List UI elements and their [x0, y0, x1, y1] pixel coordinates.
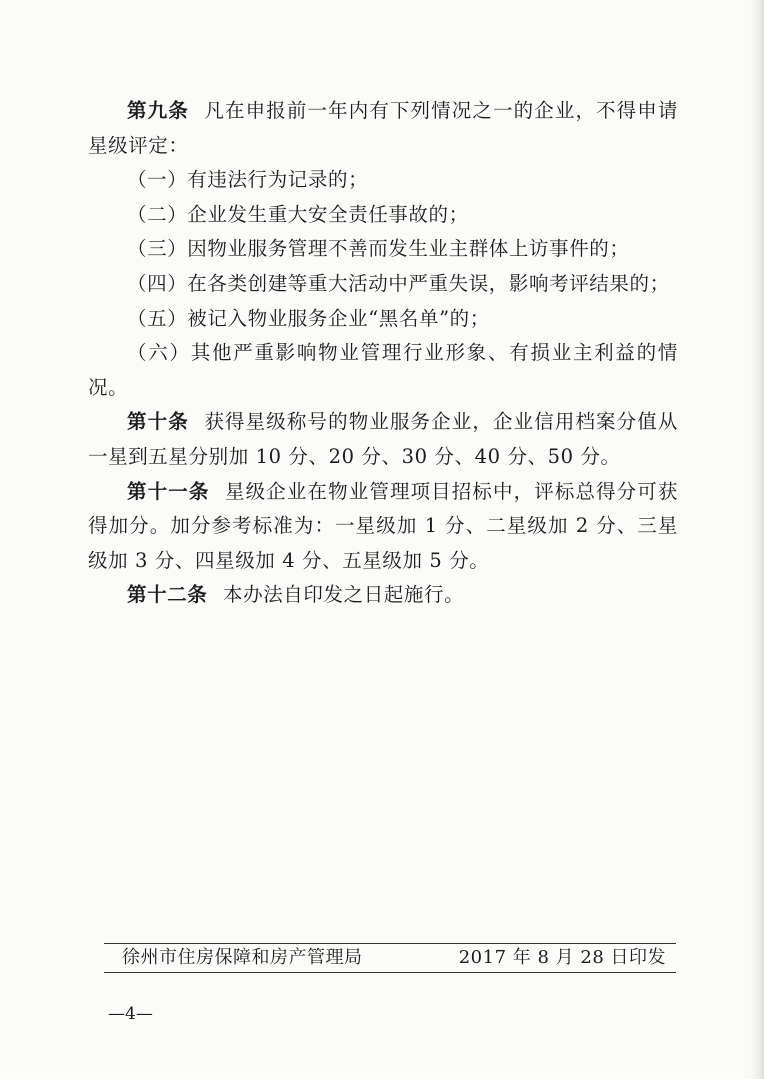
- document-body: [88, 94, 678, 613]
- paragraph-article-12: [88, 578, 678, 613]
- footer-top-rule: [104, 943, 676, 944]
- paragraph-item-5: [88, 302, 678, 337]
- article-heading: 第十条: [127, 410, 189, 434]
- article-heading: 第十二条: [127, 583, 208, 607]
- paragraph-article-9: [88, 94, 678, 163]
- article-heading: 第九条: [127, 99, 189, 122]
- paragraph-text: （二）企业发生重大安全责任事故的；: [127, 202, 469, 226]
- paragraph-text: （六）其他严重影响物业管理行业形象、有损业主利益的情况。: [88, 341, 678, 399]
- paragraph-text: （四）在各类创建等重大活动中严重失误，影响考评结果的；: [127, 271, 670, 295]
- paragraph-text: 星级企业在物业管理项目招标中，评标总得分可获得加分。加分参考标准为：一星级加 1 分、二星级加 2 分、三星级加 3 分、四星级加 4 分、五星级加 5 分。: [88, 479, 678, 572]
- paragraph-text: （五）被记入物业服务企业“黑名单”的；: [127, 306, 490, 330]
- paragraph-text: （三）因物业服务管理不善而发生业主群体上访事件的；: [127, 237, 630, 261]
- paragraph-item-3: [88, 232, 678, 267]
- paragraph-item-2: [88, 198, 678, 233]
- paragraph-item-6: [88, 336, 678, 405]
- page-number: —4—: [108, 1004, 153, 1024]
- paragraph-text: 本办法自印发之日起施行。: [223, 583, 465, 607]
- paragraph-article-10: [88, 405, 678, 474]
- paragraph-text: 凡在申报前一年内有下列情况之一的企业，不得申请星级评定：: [88, 99, 678, 157]
- paragraph-item-1: [88, 163, 678, 198]
- paragraph-item-4: [88, 267, 678, 302]
- footer-issue-date: 2017 年 8 月 28 日印发: [458, 947, 666, 968]
- paragraph-article-11: [88, 475, 678, 579]
- article-heading: 第十一条: [127, 479, 210, 503]
- scan-edge-shadow: [750, 0, 764, 1079]
- paragraph-text: （一）有违法行为记录的；: [127, 168, 369, 192]
- footer-issuer: 徐州市住房保障和房产管理局: [122, 947, 363, 968]
- footer-bottom-rule: [104, 972, 676, 973]
- paragraph-text: 获得星级称号的物业服务企业，企业信用档案分值从一星到五星分别加 10 分、20 分、30 分、40 分、50 分。: [88, 410, 678, 468]
